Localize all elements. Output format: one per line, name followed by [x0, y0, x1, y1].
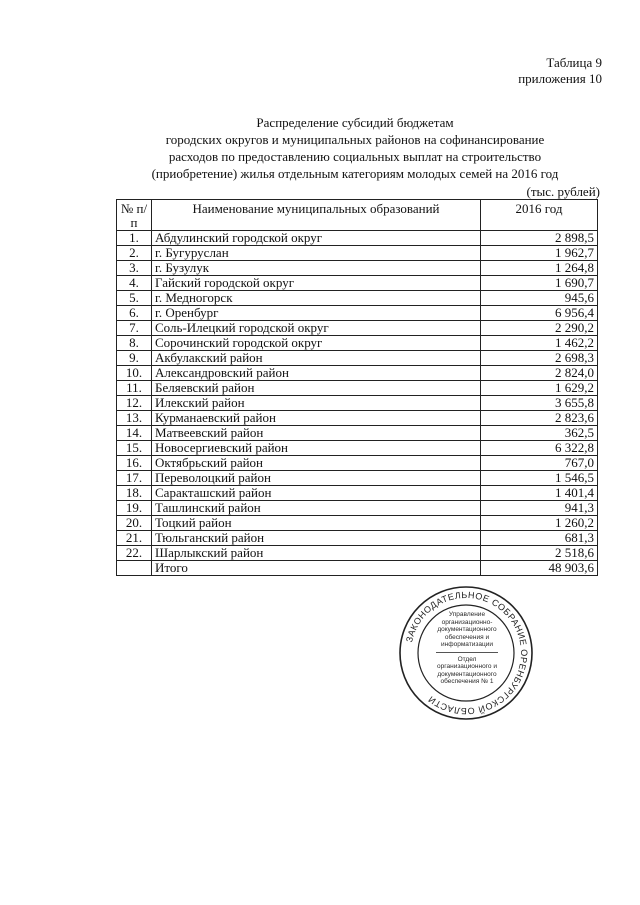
row-number: 9. [117, 351, 152, 366]
row-municipality: Гайский городской округ [152, 276, 481, 291]
row-municipality: Ташлинский район [152, 501, 481, 516]
row-municipality: Новосергиевский район [152, 441, 481, 456]
appendix-number: приложения 10 [518, 71, 602, 86]
table-row [117, 546, 598, 561]
table-row [117, 321, 598, 336]
row-amount: 3 655,8 [481, 396, 598, 411]
row-number: 12. [117, 396, 152, 411]
row-amount: 2 823,6 [481, 411, 598, 426]
row-number: 19. [117, 501, 152, 516]
table-row [117, 306, 598, 321]
row-municipality: Соль-Илецкий городской округ [152, 321, 481, 336]
row-amount: 2 698,3 [481, 351, 598, 366]
total-number-cell [117, 561, 152, 576]
row-amount: 6 322,8 [481, 441, 598, 456]
row-municipality: Шарлыкский район [152, 546, 481, 561]
stamp-inner-text [432, 611, 502, 686]
title-line-2: городских округов и муниципальных районов на софинансирование [165, 132, 545, 147]
row-municipality: г. Бузулук [152, 261, 481, 276]
header-year: 2016 год [481, 200, 598, 231]
row-amount: 945,6 [481, 291, 598, 306]
row-amount: 2 518,6 [481, 546, 598, 561]
row-number: 11. [117, 381, 152, 396]
table-row [117, 246, 598, 261]
row-municipality: г. Медногорск [152, 291, 481, 306]
title-line-3: расходов по предоставлению социальных выплат на строительство [168, 149, 542, 164]
row-amount: 1 690,7 [481, 276, 598, 291]
row-amount: 1 462,2 [481, 336, 598, 351]
row-municipality: Курманаевский район [152, 411, 481, 426]
table-header-row [117, 200, 598, 231]
title-line-4: (приобретение) жилья отдельным категориям молодых семей на 2016 год [151, 166, 559, 181]
total-amount: 48 903,6 [481, 561, 598, 576]
row-municipality: Сорочинский городской округ [152, 336, 481, 351]
row-municipality: Саракташский район [152, 486, 481, 501]
table-row [117, 441, 598, 456]
row-amount: 2 290,2 [481, 321, 598, 336]
table-total-row [117, 561, 598, 576]
table-row [117, 426, 598, 441]
table-row [117, 531, 598, 546]
row-number: 13. [117, 411, 152, 426]
table-row [117, 501, 598, 516]
row-amount: 1 260,2 [481, 516, 598, 531]
table-row [117, 291, 598, 306]
row-number: 10. [117, 366, 152, 381]
stamp-office: Отдел организационного и документационного обеспечения № 1 [437, 655, 497, 685]
row-amount: 1 401,4 [481, 486, 598, 501]
row-number: 6. [117, 306, 152, 321]
total-label: Итого [152, 561, 481, 576]
row-amount: 681,3 [481, 531, 598, 546]
table-row [117, 381, 598, 396]
row-municipality: Александровский район [152, 366, 481, 381]
table-row [117, 516, 598, 531]
table-row [117, 456, 598, 471]
row-municipality: Переволоцкий район [152, 471, 481, 486]
table-reference [518, 55, 602, 87]
units-note: (тыс. рублей) [526, 184, 600, 199]
row-amount: 2 898,5 [481, 231, 598, 246]
row-municipality: Тюльганский район [152, 531, 481, 546]
table-row [117, 486, 598, 501]
table-row [117, 471, 598, 486]
row-number: 4. [117, 276, 152, 291]
row-amount: 2 824,0 [481, 366, 598, 381]
row-number: 22. [117, 546, 152, 561]
row-amount: 1 546,5 [481, 471, 598, 486]
row-number: 15. [117, 441, 152, 456]
row-amount: 1 264,8 [481, 261, 598, 276]
official-stamp [398, 585, 534, 721]
row-number: 5. [117, 291, 152, 306]
document-title [110, 114, 600, 182]
row-amount: 941,3 [481, 501, 598, 516]
row-municipality: Октябрьский район [152, 456, 481, 471]
row-number: 3. [117, 261, 152, 276]
stamp-ring-text: ЗАКОНОДАТЕЛЬНОЕ СОБРАНИЕ ОРЕНБУРГСКОЙ ОБЛАСТИ [404, 589, 530, 717]
header-number: № п/п [117, 200, 152, 231]
stamp-department: Управление организационно-документационного обеспечения и информатизации [437, 611, 497, 648]
title-line-1: Распределение субсидий бюджетам [256, 115, 454, 130]
table-row [117, 231, 598, 246]
table-body [117, 231, 598, 576]
row-municipality: Матвеевский район [152, 426, 481, 441]
table-row [117, 336, 598, 351]
stamp-divider [436, 652, 498, 653]
row-municipality: Абдулинский городской округ [152, 231, 481, 246]
row-amount: 362,5 [481, 426, 598, 441]
row-number: 1. [117, 231, 152, 246]
row-number: 17. [117, 471, 152, 486]
row-municipality: г. Бугуруслан [152, 246, 481, 261]
row-amount: 1 629,2 [481, 381, 598, 396]
row-amount: 767,0 [481, 456, 598, 471]
table-number: Таблица 9 [546, 55, 602, 70]
row-amount: 6 956,4 [481, 306, 598, 321]
row-number: 8. [117, 336, 152, 351]
subsidy-table [116, 199, 598, 576]
row-number: 14. [117, 426, 152, 441]
header-municipality: Наименование муниципальных образований [152, 200, 481, 231]
row-number: 7. [117, 321, 152, 336]
row-number: 21. [117, 531, 152, 546]
row-amount: 1 962,7 [481, 246, 598, 261]
row-municipality: Беляевский район [152, 381, 481, 396]
table-row [117, 351, 598, 366]
table-row [117, 411, 598, 426]
table-row [117, 261, 598, 276]
table-row [117, 276, 598, 291]
row-number: 16. [117, 456, 152, 471]
row-municipality: Тоцкий район [152, 516, 481, 531]
row-municipality: г. Оренбург [152, 306, 481, 321]
table-row [117, 366, 598, 381]
row-number: 18. [117, 486, 152, 501]
row-number: 20. [117, 516, 152, 531]
row-municipality: Илекский район [152, 396, 481, 411]
table-row [117, 396, 598, 411]
row-municipality: Акбулакский район [152, 351, 481, 366]
row-number: 2. [117, 246, 152, 261]
